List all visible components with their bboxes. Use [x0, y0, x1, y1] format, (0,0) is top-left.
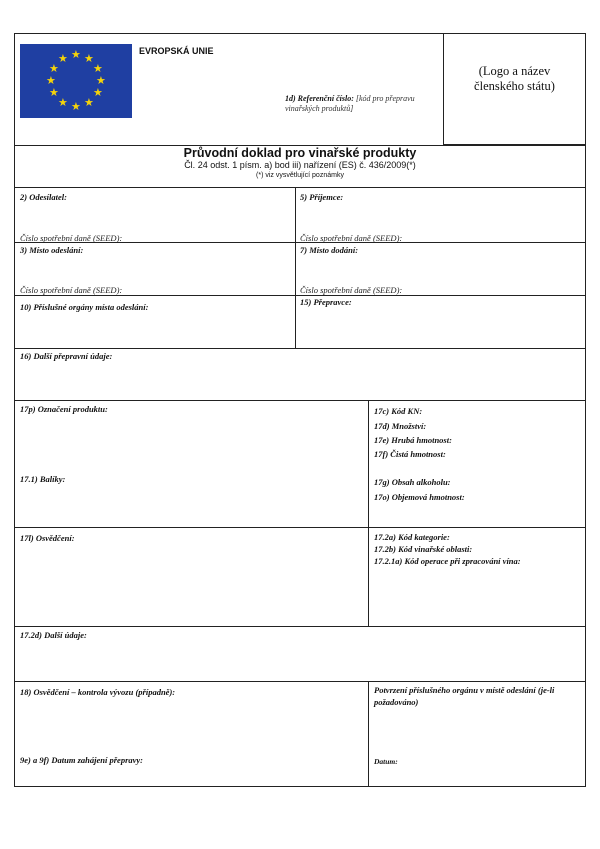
field-place-dispatch-excise[interactable]: Číslo spotřební daně (SEED): [20, 285, 123, 295]
field-quantity[interactable]: 17d) Množství: [374, 421, 427, 431]
divider [14, 348, 586, 349]
field-place-dispatch[interactable]: 3) Místo odeslání: [20, 245, 84, 255]
field-wine-zone[interactable]: 17.2b) Kód vinařské oblasti: [374, 544, 473, 554]
field-transport-details[interactable]: 16) Další přepravní údaje: [20, 351, 113, 361]
field-net-mass[interactable]: 17f) Čistá hmotnost: [374, 449, 446, 459]
field-consignee-excise[interactable]: Číslo spotřební daně (SEED): [300, 233, 403, 243]
field-category-code[interactable]: 17.2a) Kód kategorie: [374, 532, 450, 542]
field-carrier[interactable]: 15) Přepravce: [300, 297, 352, 307]
field-volume-mass[interactable]: 17o) Objemová hmotnost: [374, 492, 465, 502]
field-consignee[interactable]: 5) Příjemce: [300, 192, 344, 202]
divider [14, 400, 586, 401]
eu-label: EVROPSKÁ UNIE [139, 46, 214, 56]
divider [14, 527, 586, 528]
field-authority-confirmation[interactable]: Potvrzení příslušného orgánu v místě odeslání (je-li požadováno) [374, 685, 555, 707]
field-cn-code[interactable]: 17c) Kód KN: [374, 406, 423, 416]
divider [14, 187, 586, 188]
document-title: Průvodní doklad pro vinařské produkty [183, 146, 417, 160]
field-gross-mass[interactable]: 17e) Hrubá hmotnost: [374, 435, 452, 445]
explanatory-note: (*) viz vysvětlující poznámky [256, 172, 344, 179]
field-packages[interactable]: 17.1) Balíky: [20, 474, 66, 484]
divider [14, 295, 586, 296]
divider [368, 400, 369, 626]
field-processing-code[interactable]: 17.2.1a) Kód operace při zpracování vína: [374, 556, 521, 566]
field-alcohol[interactable]: 17g) Obsah alkoholu: [374, 477, 451, 487]
field-date[interactable]: Datum: [374, 757, 398, 766]
field-product-description[interactable]: 17p) Označení produktu: [20, 404, 108, 414]
reference-value: [kód pro přepravu vinařských produktů] [285, 94, 415, 113]
field-transport-start[interactable]: 9e) a 9f) Datum zahájení přepravy: [20, 755, 144, 765]
member-state-logo-text: (Logo a název členského státu) [474, 64, 555, 93]
field-sender-excise[interactable]: Číslo spotřební daně (SEED): [20, 233, 123, 243]
field-export-control[interactable]: 18) Osvědčení – kontrola vývozu (případně): [20, 687, 176, 697]
divider [368, 681, 369, 787]
field-certificates[interactable]: 17l) Osvědčení: [20, 533, 75, 543]
eu-flag-icon: ★ ★ ★ ★ ★ ★ ★ ★ ★ ★ ★ ★ [20, 44, 132, 118]
reference-number [285, 94, 440, 114]
divider [14, 681, 586, 682]
field-additional[interactable]: 17.2d) Další údaje: [20, 630, 87, 640]
member-state-logo-box [443, 33, 586, 145]
regulation-reference: Čl. 24 odst. 1 písm. a) bod iii) nařízení (ES) č. 436/2009(*) [184, 160, 416, 170]
field-place-delivery-excise[interactable]: Číslo spotřební daně (SEED): [300, 285, 403, 295]
field-place-delivery[interactable]: 7) Místo dodání: [300, 245, 359, 255]
divider [14, 626, 586, 627]
field-sender[interactable]: 2) Odesílatel: [20, 192, 67, 202]
reference-label: 1d) Referenční číslo: [285, 94, 354, 103]
field-authorities[interactable]: 10) Příslušné orgány místa odeslání: [20, 302, 149, 312]
divider [295, 187, 296, 348]
